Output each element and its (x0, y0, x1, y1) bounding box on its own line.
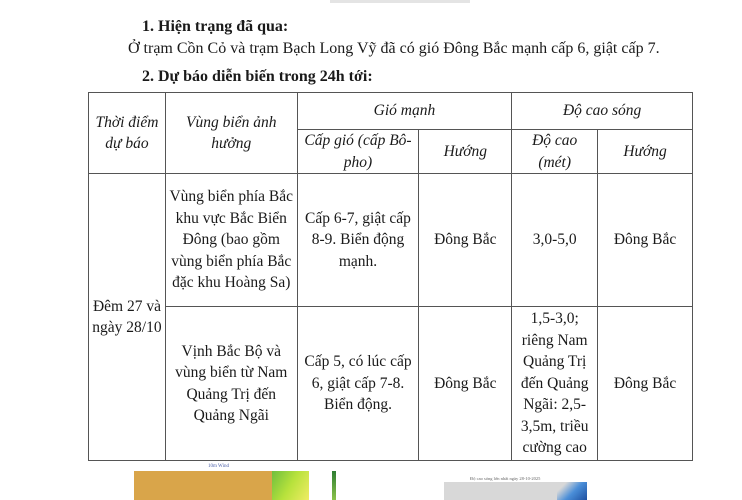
wave-height-cell: 3,0-5,0 (512, 174, 598, 307)
cropped-header-text (330, 0, 470, 3)
header-wave-height-group: Độ cao sóng (512, 93, 693, 130)
table-row (89, 307, 693, 461)
header-time: Thời điểm dự báo (89, 93, 166, 174)
header-wave-height: Độ cao (mét) (512, 130, 598, 174)
wave-map-image (444, 482, 587, 500)
region-cell: Vùng biển phía Bắc khu vực Bắc Biển Đông (bao gồm vùng biển phía Bắc đặc khu Hoàng Sa) (165, 174, 297, 307)
wind-map-colorbar (332, 471, 336, 500)
wind-map-image (134, 471, 309, 500)
section-1-text: Ở trạm Cồn Cỏ và trạm Bạch Long Vỹ đã có gió Đông Bắc mạnh cấp 6, giật cấp 7. (128, 40, 660, 57)
region-cell: Vịnh Bắc Bộ và vùng biển từ Nam Quảng Trị đến Quảng Ngãi (165, 307, 297, 461)
wind-level-cell: Cấp 5, có lúc cấp 6, giật cấp 7-8. Biển động. (297, 307, 419, 461)
wind-direction-cell: Đông Bắc (419, 307, 512, 461)
forecast-table (88, 92, 693, 461)
wave-height-cell: 1,5-3,0; riêng Nam Quảng Trị đến Quảng Ngãi: 2,5-3,5m, triều cường cao (512, 307, 598, 461)
forecast-maps (0, 462, 742, 500)
wind-map-title: 10m Wind (208, 464, 229, 469)
wave-direction-cell: Đông Bắc (598, 174, 693, 307)
wave-direction-cell: Đông Bắc (598, 307, 693, 461)
section-1-heading: 1. Hiện trạng đã qua: (142, 18, 289, 35)
header-wind-level: Cấp gió (cấp Bô-pho) (297, 130, 419, 174)
wave-map-title: Độ cao sóng lớn nhất ngày 28-10-2025 (470, 476, 541, 481)
header-wind-direction: Hướng (419, 130, 512, 174)
header-region: Vùng biển ảnh hưởng (165, 93, 297, 174)
wind-level-cell: Cấp 6-7, giật cấp 8-9. Biển động mạnh. (297, 174, 419, 307)
wind-direction-cell: Đông Bắc (419, 174, 512, 307)
table-row (89, 174, 693, 307)
header-wave-direction: Hướng (598, 130, 693, 174)
time-cell: Đêm 27 và ngày 28/10 (89, 174, 166, 461)
header-strong-wind: Gió mạnh (297, 93, 512, 130)
section-2-heading: 2. Dự báo diễn biến trong 24h tới: (142, 68, 373, 85)
